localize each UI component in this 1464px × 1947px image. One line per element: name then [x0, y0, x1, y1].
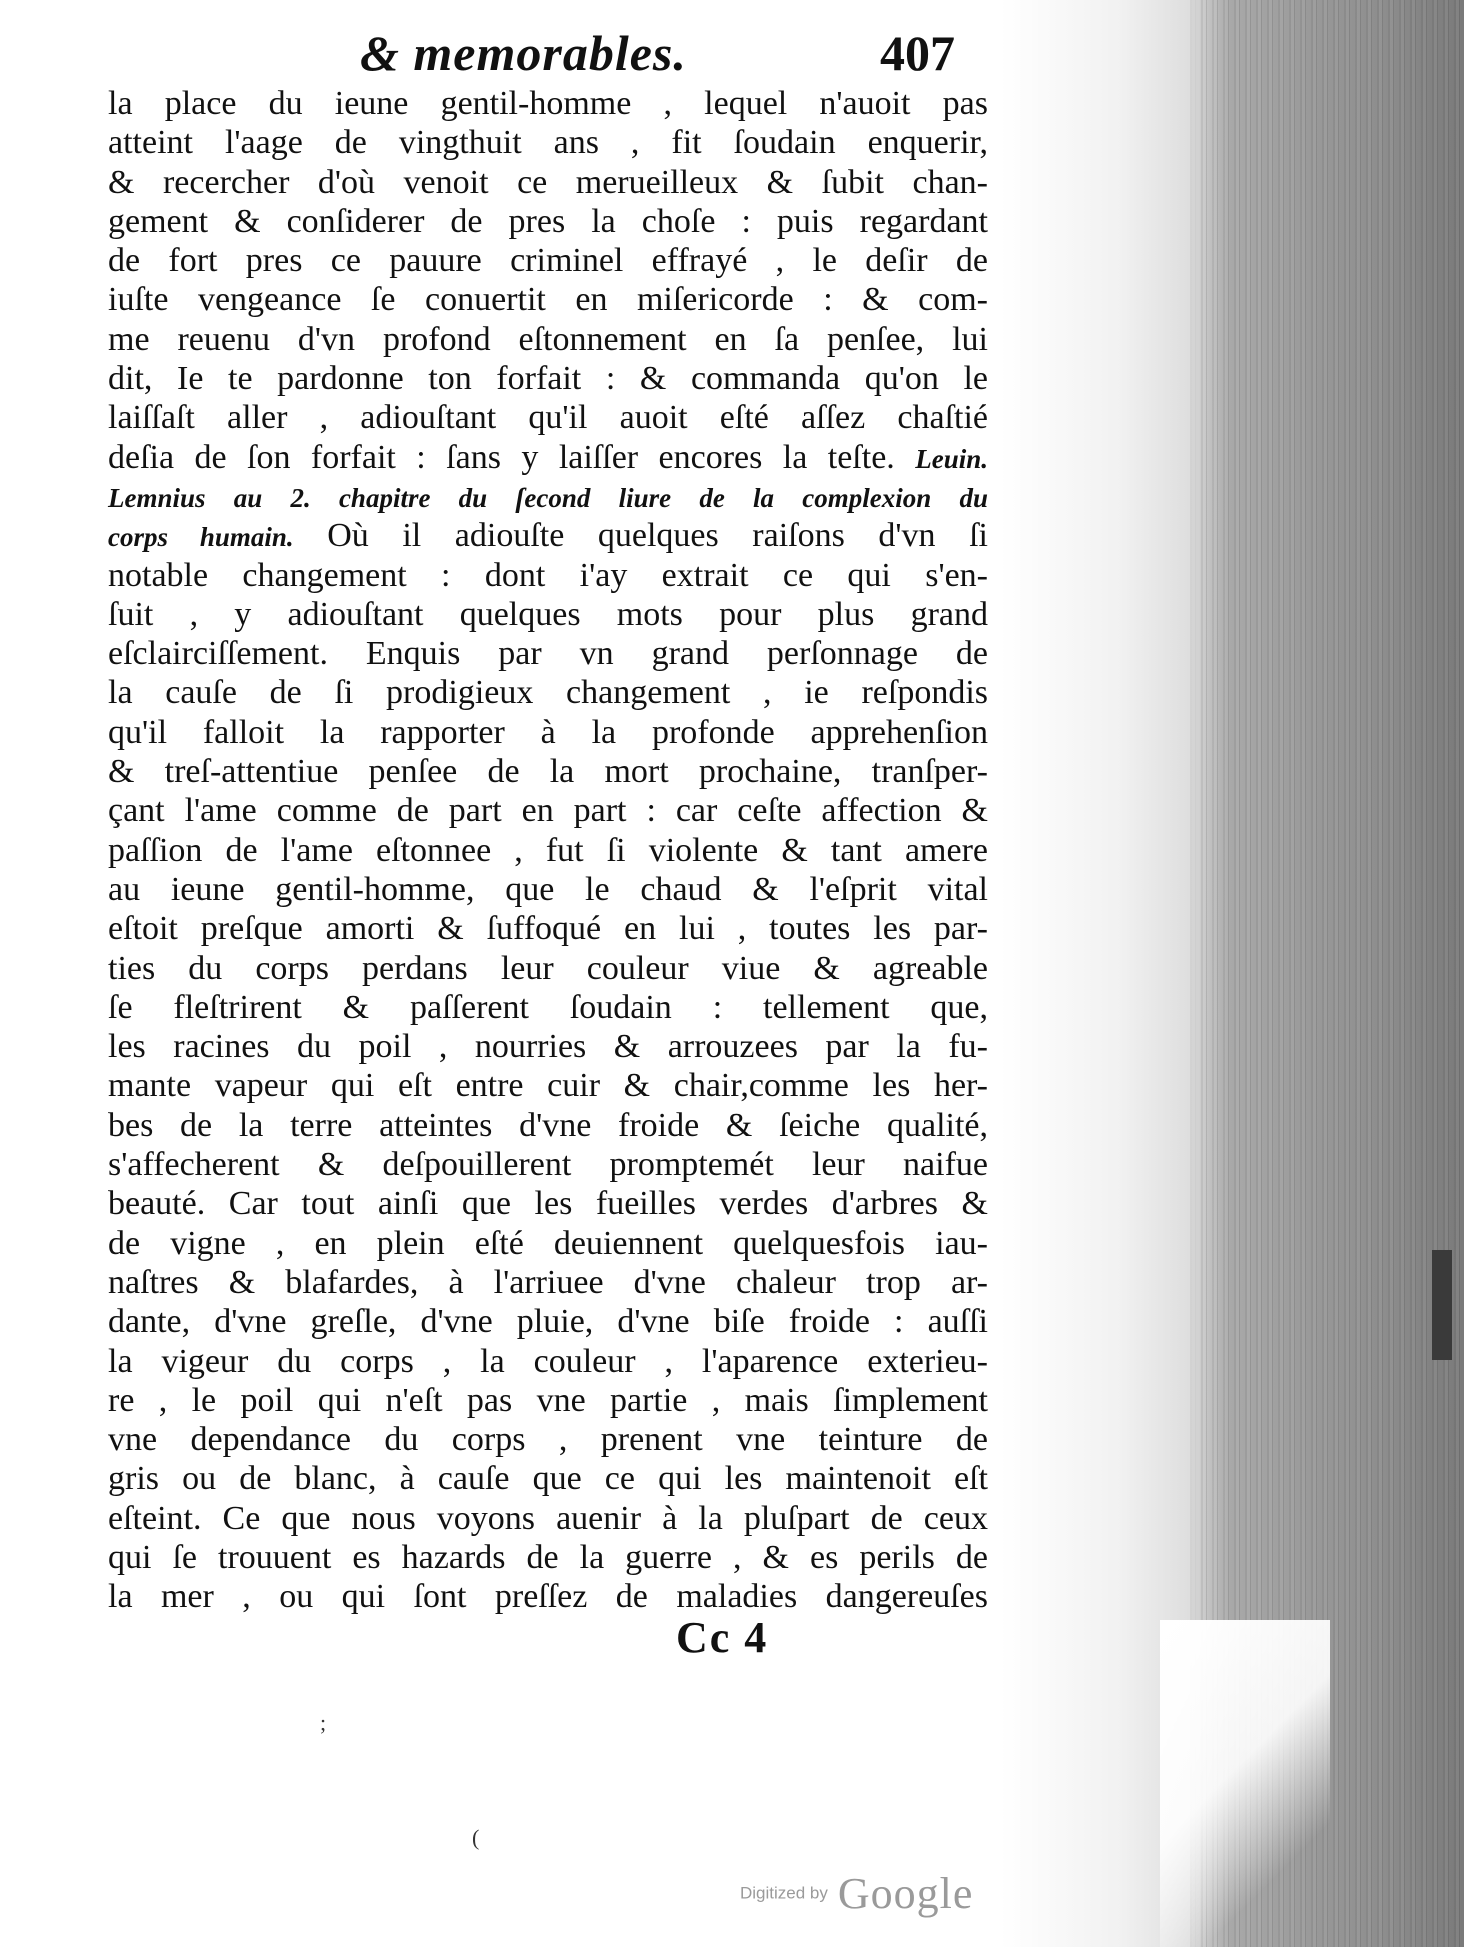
text-line: dante, d'vne greſle, d'vne pluie, d'vne biſe froide : auſſi	[108, 1303, 988, 1341]
text-line: iuſte vengeance ſe conuertit en miſericorde : & com-	[108, 281, 988, 319]
page-header	[360, 24, 1000, 88]
text-line: de fort pres ce pauure criminel effrayé , le deſir de	[108, 242, 988, 280]
text-line: dit, Ie te pardonne ton forfait : & commanda qu'on le	[108, 360, 988, 398]
text-line: au ieune gentil-homme, que le chaud & l'eſprit vital	[108, 870, 988, 908]
page-edge-mark	[1432, 1250, 1452, 1360]
text-line: ties du corps perdans leur couleur viue & agreable	[108, 949, 988, 987]
ink-speck: (	[472, 1825, 480, 1850]
text-line: naſtres & blafardes, à l'arriuee d'vne chaleur trop ar-	[108, 1263, 988, 1301]
text-line: eſclairciſſement. Enquis par vn grand perſonnage de	[108, 635, 988, 673]
text-line: la cauſe de ſi prodigieux changement , ie reſpondis	[108, 674, 988, 712]
text-line: notable changement : dont i'ay extrait ce qui s'en-	[108, 556, 988, 594]
text-line-with-note	[108, 438, 988, 477]
text-line-with-note	[108, 516, 988, 555]
text-line: re , le poil qui n'eſt pas vne partie , mais ſimplement	[108, 1381, 988, 1419]
text-line: me reuenu d'vn profond eſtonnement en ſa penſee, lui	[108, 320, 988, 358]
text-line: atteint l'aage de vingthuit ans , fit ſoudain enquerir,	[108, 124, 988, 162]
running-head: & memorables.	[360, 25, 687, 81]
text-line: paſſion de l'ame eſtonnee , fut ſi violente & tant amere	[108, 831, 988, 869]
note-line	[108, 477, 988, 516]
text-line: qui ſe trouuent es hazards de la guerre , & es perils de	[108, 1538, 988, 1576]
body-text	[108, 84, 988, 1617]
text-line: s'affecherent & deſpouillerent promptemét leur naifue	[108, 1146, 988, 1184]
text-line: de vigne , en plein eſté deuiennent quelquesfois iau-	[108, 1224, 988, 1262]
ink-speck: ;	[320, 1710, 327, 1735]
text-line: les racines du poil , nourries & arrouzees par la fu-	[108, 1028, 988, 1066]
text-line: beauté. Car tout ainſi que les fueilles verdes d'arbres &	[108, 1185, 988, 1223]
text-line: bes de la terre atteintes d'vne froide & ſeiche qualité,	[108, 1106, 988, 1144]
text-line: ſe fleſtrirent & paſſerent ſoudain : tellement que,	[108, 988, 988, 1026]
text-line: mante vapeur qui eſt entre cuir & chair,comme les her-	[108, 1067, 988, 1105]
text-line: eſteint. Ce que nous voyons auenir à la pluſpart de ceux	[108, 1499, 988, 1537]
text-line: laiſſaſt aller , adiouſtant qu'il auoit eſté aſſez chaſtié	[108, 399, 988, 437]
text-line: qu'il falloit la rapporter à la profonde apprehenſion	[108, 713, 988, 751]
text-line: gris ou de blanc, à cauſe que ce qui les maintenoit eſt	[108, 1460, 988, 1498]
text-line: ſuit , y adiouſtant quelques mots pour plus grand	[108, 595, 988, 633]
page-edge-corner	[1160, 1620, 1330, 1947]
text-segment: Où il adiouſte quelques raiſons d'vn ſi	[327, 517, 988, 555]
google-logo: Google	[837, 1869, 974, 1918]
page-number: 407	[880, 25, 955, 81]
text-line: & treſ-attentiue penſee de la mort prochaine, tranſper-	[108, 753, 988, 791]
text-line: la mer , ou qui ſont preſſez de maladies dangereuſes	[108, 1578, 988, 1616]
citation-note: corps humain.	[108, 522, 294, 553]
citation-note: Lemnius au 2. chapitre du ſecond liure de la complexion du	[108, 482, 988, 513]
text-line: çant l'ame comme de part en part : car ceſte affection &	[108, 792, 988, 830]
text-line: eſtoit preſque amorti & ſuffoqué en lui , toutes les par-	[108, 910, 988, 948]
digitized-watermark	[740, 1868, 973, 1919]
text-line: vne dependance du corps , prenent vne teinture de	[108, 1421, 988, 1459]
text-line: & recercher d'où venoit ce merueilleux & ſubit chan-	[108, 163, 988, 201]
text-line: la vigeur du corps , la couleur , l'aparence exterieu-	[108, 1342, 988, 1380]
digitized-by-label: Digitized by	[740, 1883, 828, 1903]
signature-mark: Cc 4	[676, 1613, 769, 1662]
margin-note: Leuin.	[915, 443, 988, 474]
text-line: gement & conſiderer de pres la choſe : puis regardant	[108, 202, 988, 240]
text-segment: deſia de ſon forfait : ſans y laiſſer encores la teſte.	[108, 438, 895, 476]
text-line: la place du ieune gentil-homme , lequel n'auoit pas	[108, 85, 988, 122]
